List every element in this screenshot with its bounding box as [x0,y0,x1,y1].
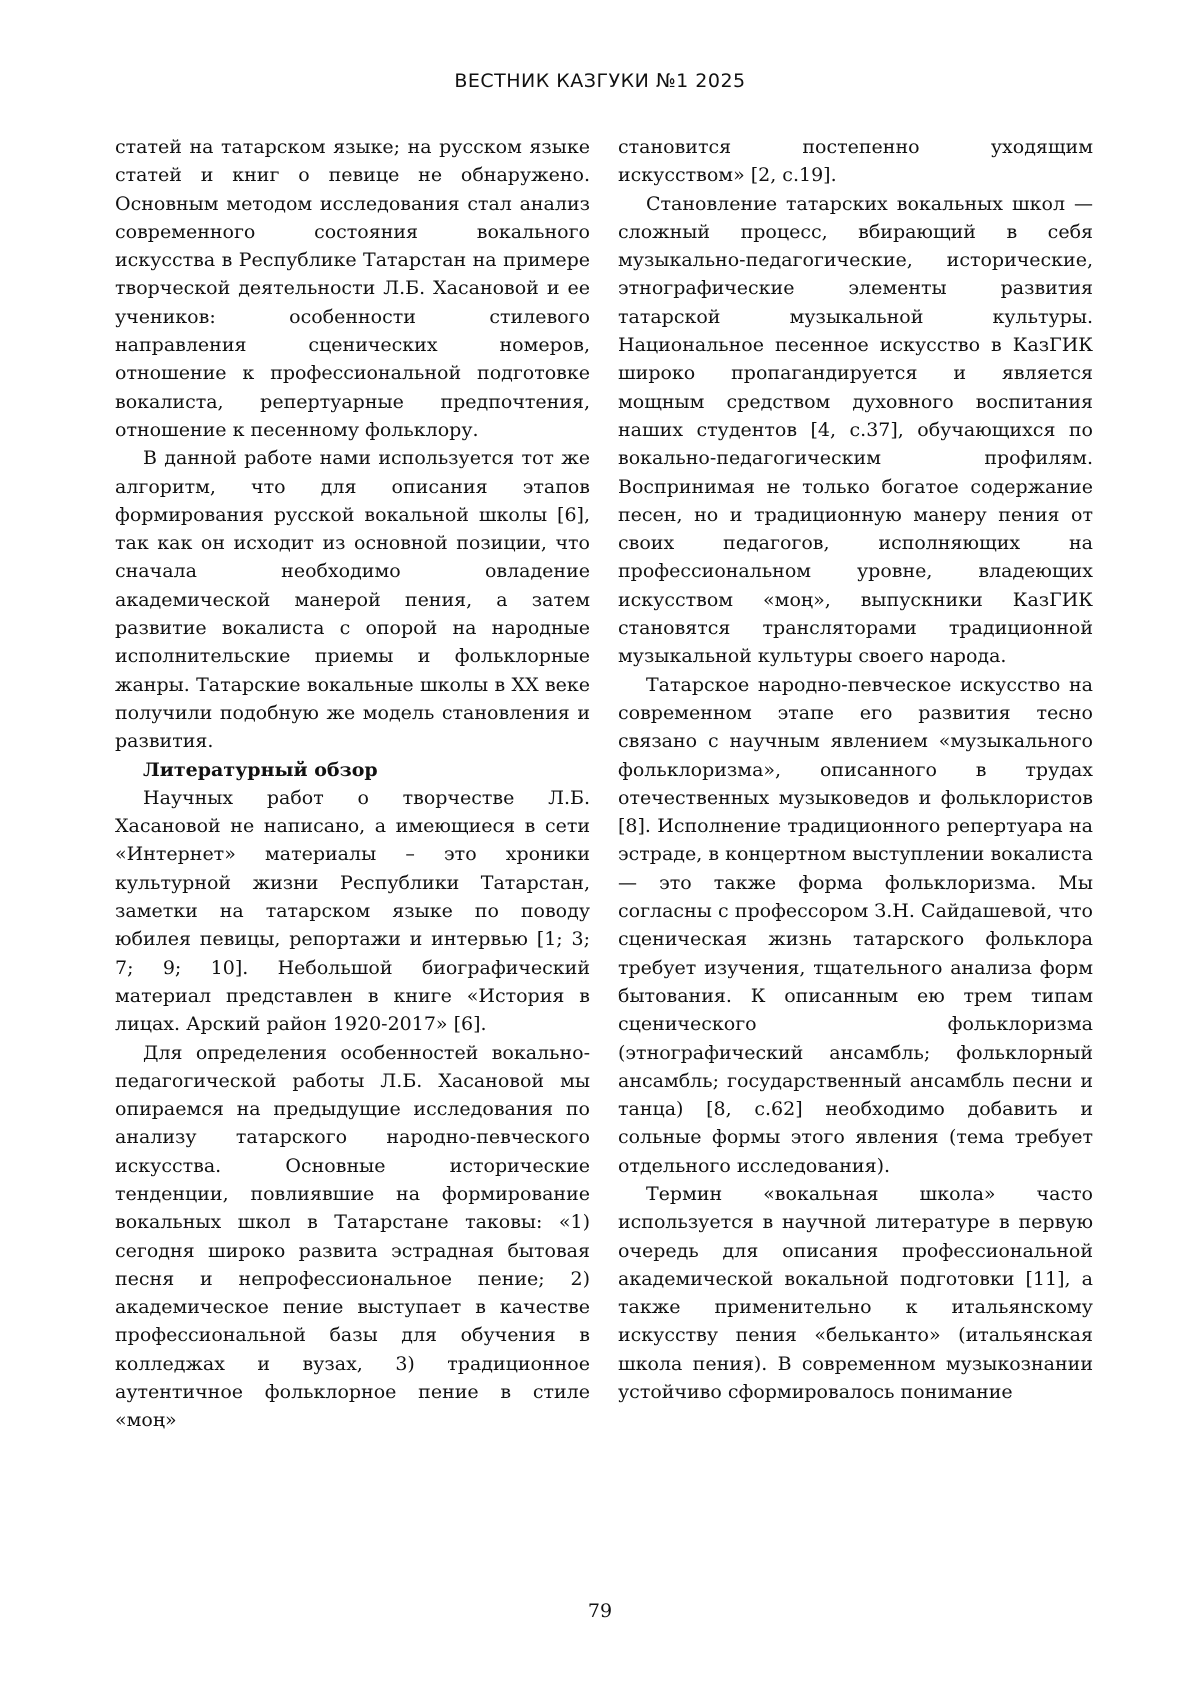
section-heading-literature-review: Литературный обзор [143,758,378,781]
journal-header: ВЕСТНИК КАЗГУКИ №1 2025 [454,70,746,92]
paragraph-folklorism: Татарское народно-певческое искусство на современном этапе его развития тесно связано с научным явлением «музыкального фольклоризма», описанного в трудах отечественных музыковедов и фольклористов [8]. Исполнение традиционного репертуара на эстраде, в концертном выступлении вокалиста — это также форма фольклоризма. Мы согласны с профессором З.Н. Сайдашевой, что сценическая жизнь татарского фольклора требует изучения, тщательного анализа форм бытования. К описанным ею трем типам сценического фольклоризма (этнографический ансамбль; фольклорный ансамбль; государственный ансамбль песни и танца) [8, с.62] необходимо добавить и сольные формы этого явления (тема требует отдельного исследования). [618,673,1093,1177]
page-number: 79 [587,1600,613,1622]
right-column [618,133,1093,1406]
paragraph-literature: Научных работ о творчестве Л.Б. Хасановой не написано, а имеющиеся в сети «Интернет» материалы – это хроники культурной жизни Республики Татарстан, заметки на татарском языке по поводу юбилея певицы, репортажи и интервью [1; 3; 7; 9; 10]. Небольшой биографический материал представлен в книге «История в лицах. Арский район 1920-2017» [6]. [115,786,590,1036]
paragraph-trends: Для определения особенностей вокально-педагогической работы Л.Б. Хасановой мы опираемся на предыдущие исследования по анализу татарского народно-певческого искусства. Основные исторические тенденции, повлиявшие на формирование вокальных школ в Татарстане таковы: «1) сегодня широко развита эстрадная бытовая песня и непрофессиональное пение; 2) академическое пение выступает в качестве профессиональной базы для обучения в колледжах и вузах, 3) традиционное аутентичное фольклорное пение в стиле «моң» [115,1041,590,1432]
paragraph-method: В данной работе нами используется тот же алгоритм, что для описания этапов формирования русской вокальной школы [6], так как он исходит из основной позиции, что сначала необходимо овладение академической манерой пения, а затем развитие вокалиста с опорой на народные исполнительские приемы и фольклорные жанры. Татарские вокальные школы в XX веке получили подобную же модель становления и развития. [115,447,590,753]
paragraph-intro-continued: статей на татарском языке; на русском языке статей и книг о певице не обнаружено. Основным методом исследования стал анализ современного состояния вокального искусства в Республике Татарстан на примере творческой деятельности Л.Б. Хасановой и ее учеников: особенности стилевого направления сценических номеров, отношение к профессиональной подготовке вокалиста, репертуарные предпочтения, отношение к песенному фольклору. [115,136,590,441]
paragraph-vocal-schools: Становление татарских вокальных школ — сложный процесс, вбирающий в себя музыкально-педагогические, исторические, этнографические элементы развития татарской музыкальной культуры. Национальное песенное искусство в КазГИК широко пропагандируется и является мощным средством духовного воспитания наших студентов [4, с.37], обучающихся по вокально-педагогическим профилям. Воспринимая не только богатое содержание песен, но и традиционную манеру пения от своих педагогов, исполняющих на профессиональном уровне, владеющих искусством «моң», выпускники КазГИК становятся трансляторами традиционной музыкальной культуры своего народа. [618,192,1093,668]
paragraph-quote-continued: становится постепенно уходящим искусством» [2, с.19]. [618,136,1093,187]
left-column [115,133,590,1435]
paragraph-vocal-school-term: Термин «вокальная школа» часто используется в научной литературе в первую очередь для описания профессиональной академической вокальной подготовки [11], а также применительно к итальянскому искусству пения «бельканто» (итальянская школа пения). В современном музыкознании устойчиво сформировалось понимание [618,1182,1093,1404]
